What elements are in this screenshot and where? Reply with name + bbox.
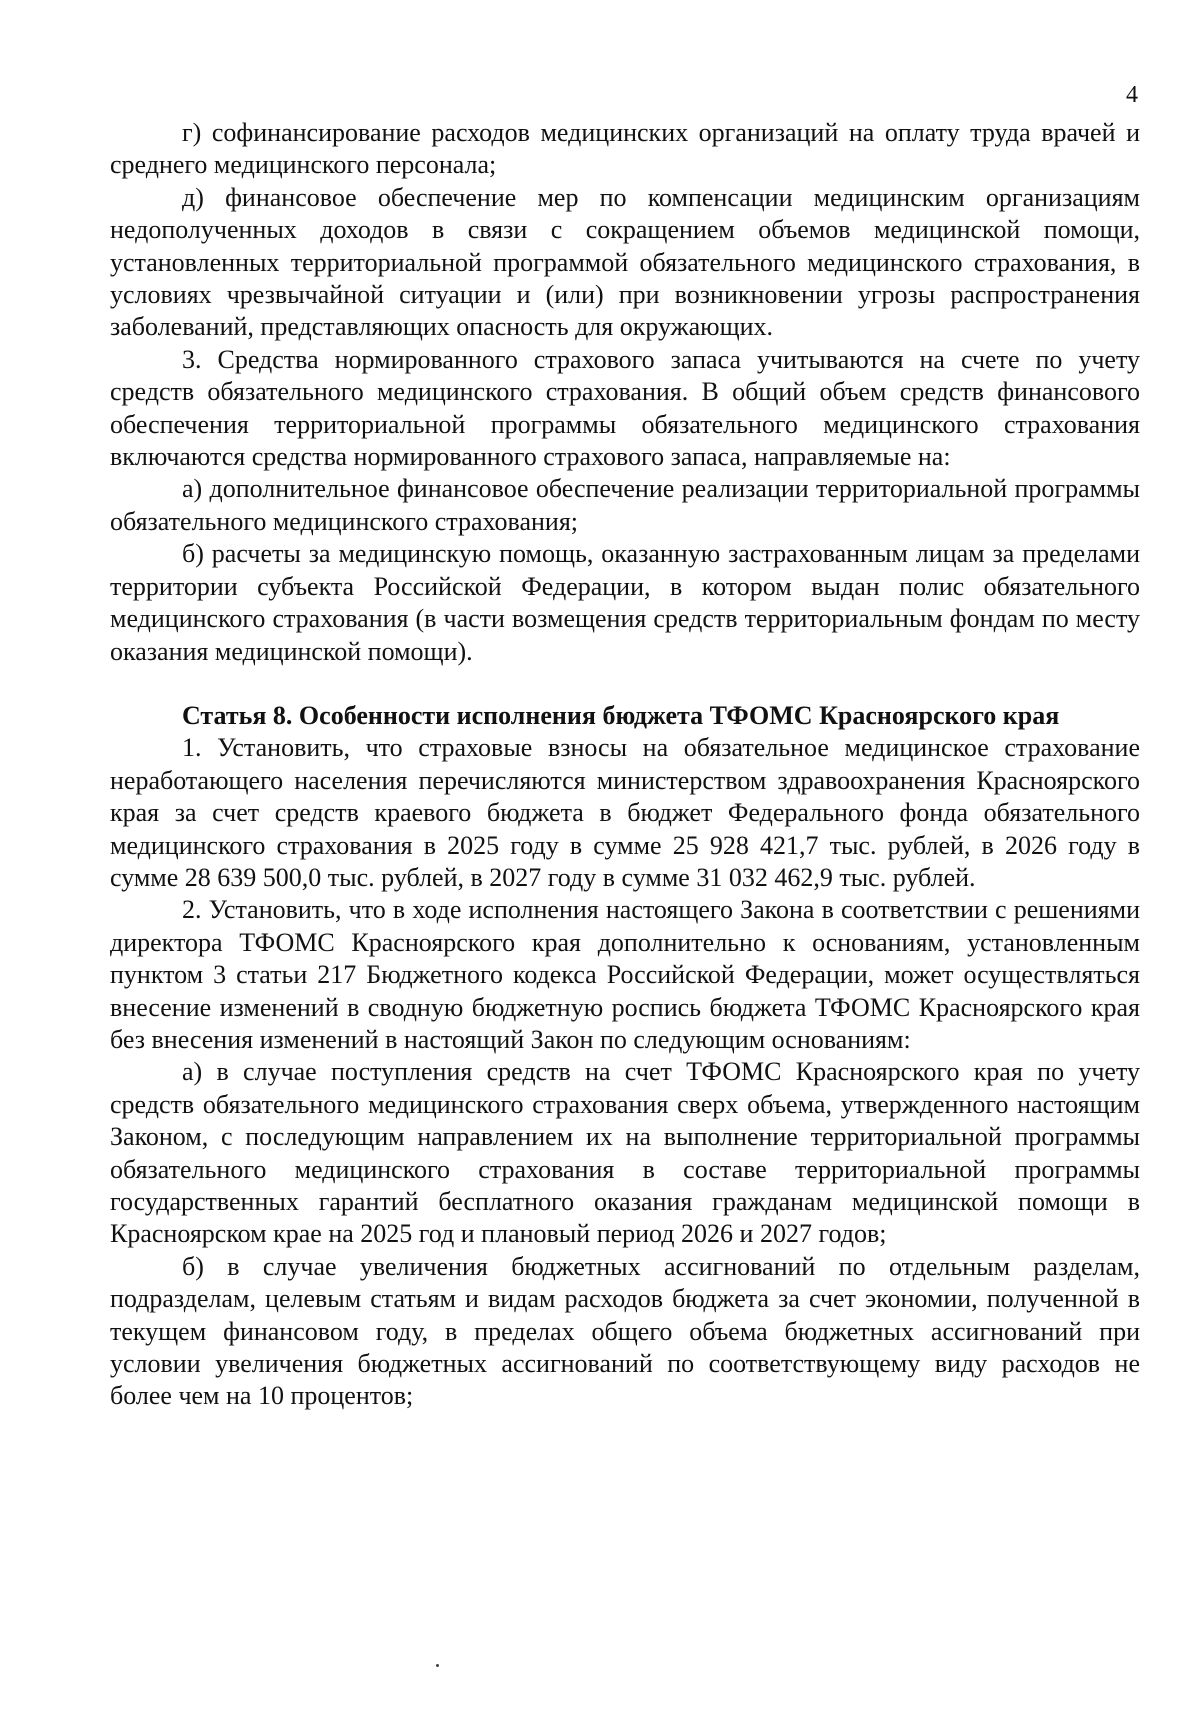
paragraph-a-excess-funds: а) в случае поступления средств на счет ТФОМС Красноярского края по учету средств обязательного медицинского страхования сверх объема, утвержденного настоящим Законом, с последующим направлением их на выполнение территориальной программы обязательного медицинского страхования в составе территориальной программы государственных гарантий бесплатного оказания гражданам медицинской помощи в Красноярском крае на 2025 год и плановый период 2026 и 2027 годов; [110,1057,1140,1249]
paragraph-d-compensation: д) финансовое обеспечение мер по компенсации медицинским организациям недополученных доходов в связи с сокращением объемов медицинской помощи, установленных территориальной программой обязательного медицинского страхования, в условиях чрезвычайной ситуации и (или) при возникновении угрозы распространения заболеваний, представляющих опасность для окружающих. [110,182,1140,342]
document-body [110,117,1140,1413]
paragraph-b-settlements: б) расчеты за медицинскую помощь, оказанную застрахованным лицам за пределами территории субъекта Российской Федерации, в котором выдан полис обязательного медицинского страхования (в части возмещения средств территориальным фондам по месту оказания медицинской помощи). [110,539,1140,666]
paragraph-1-insurance-contributions: 1. Установить, что страховые взносы на обязательное медицинское страхование неработающего населения перечисляются министерством здравоохранения Красноярского края за счет средств краевого бюджета в бюджет Федерального фонда обязательного медицинского страхования в 2025 году в сумме 25 928 421,7 тыс. рублей, в 2026 году в сумме 28 639 500,0 тыс. рублей, в 2027 году в сумме 31 032 462,9 тыс. рублей. [110,733,1140,892]
article-8-heading: Статья 8. Особенности исполнения бюджета ТФОМС Красноярского края [182,700,1060,730]
paragraph-b-savings-reallocation: б) в случае увеличения бюджетных ассигнований по отдельным разделам, подразделам, целевым статьям и видам расходов бюджета за счет экономии, полученной в текущем финансовом году, в пределах общего объема бюджетных ассигнований при условии увеличения бюджетных ассигнований по соответствующему виду расходов не более чем на 10 процентов; [110,1251,1140,1411]
scan-speck [436,1664,439,1667]
paragraph-3-reserve: 3. Средства нормированного страхового запаса учитываются на счете по учету средств обязательного медицинского страхования. В общий объем средств финансового обеспечения территориальной программы обязательного медицинского страхования включаются средства нормированного страхового запаса, направляемые на: [110,344,1140,472]
page-number: 4 [1126,82,1138,108]
paragraph-2-budget-amendments: 2. Установить, что в ходе исполнения настоящего Закона в соответствии с решениями директора ТФОМС Красноярского края дополнительно к основаниям, установленным пунктом 3 статьи 217 Бюджетного кодекса Российской Федерации, может осуществляться внесение изменений в сводную бюджетную роспись бюджета ТФОМС Красноярского края без внесения изменений в настоящий Закон по следующим основаниям: [110,895,1140,1054]
paragraph-g-cofinancing: г) софинансирование расходов медицинских организаций на оплату труда врачей и среднего медицинского персонала; [110,118,1140,180]
paragraph-a-additional-funding: а) дополнительное финансовое обеспечение реализации территориальной программы обязательного медицинского страхования; [110,474,1140,536]
